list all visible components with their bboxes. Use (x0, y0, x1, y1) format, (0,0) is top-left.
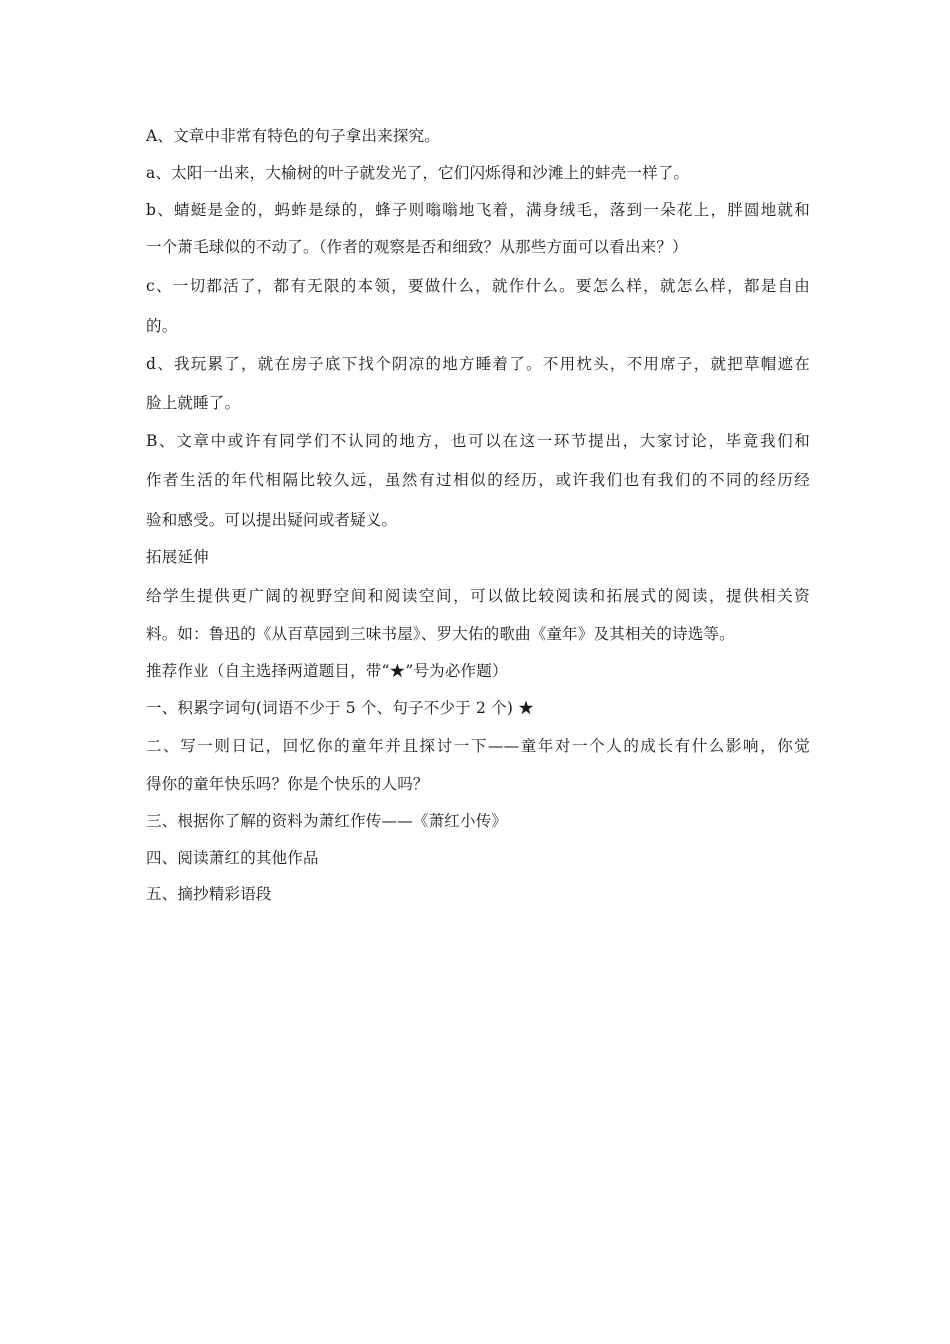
text-line: 验和感受。可以提出疑问或者疑义。 (146, 511, 398, 529)
list-item: 三、根据你了解的资料为萧红作传——《萧红小传》 (146, 812, 508, 830)
list-item: 五、摘抄精彩语段 (146, 885, 272, 903)
text-line: 脸上就睡了。 (146, 394, 241, 412)
section-heading: 拓展延伸 (146, 548, 209, 566)
text-line: a、太阳一出来，大榆树的叶子就发光了，它们闪烁得和沙滩上的蚌壳一样了。 (146, 164, 690, 182)
text-line: c、一切都活了，都有无限的本领，要做什么，就作什么。要怎么样，就怎么样，都是自由 (146, 277, 810, 295)
list-item: 四、阅读萧红的其他作品 (146, 849, 319, 867)
text-line: 得你的童年快乐吗？你是个快乐的人吗？ (146, 775, 429, 793)
list-item: 一、积累字词句(词语不少于 5 个、句子不少于 2 个) ★ (146, 699, 534, 717)
text-line: 作者生活的年代相隔比较久远，虽然有过相似的经历，或许我们也有我们的不同的经历经 (146, 471, 810, 489)
text-line: 一个萧毛球似的不动了。（作者的观察是否和细致？从那些方面可以看出来？） (146, 238, 688, 256)
text-line: 给学生提供更广阔的视野空间和阅读空间，可以做比较阅读和拓展式的阅读，提供相关资 (146, 587, 810, 605)
text-line: 料。如：鲁迅的《从百草园到三味书屋》、罗大佑的歌曲《童年》及其相关的诗选等。 (146, 625, 735, 643)
text-line: A、文章中非常有特色的句子拿出来探究。 (146, 127, 440, 145)
text-line: B、文章中或许有同学们不认同的地方，也可以在这一环节提出，大家讨论，毕竟我们和 (146, 432, 810, 450)
text-line: d、我玩累了，就在房子底下找个阴凉的地方睡着了。不用枕头，不用席子，就把草帽遮在 (146, 355, 810, 373)
text-line: 的。 (146, 317, 178, 335)
section-heading: 推荐作业（自主选择两道题目，带“★”号为必作题） (146, 662, 508, 680)
list-item: 二、写一则日记，回忆你的童年并且探讨一下——童年对一个人的成长有什么影响，你觉 (146, 737, 810, 755)
text-line: b、蜻蜓是金的，蚂蚱是绿的，蜂子则嗡嗡地飞着，满身绒毛，落到一朵花上，胖圆地就和 (146, 201, 810, 219)
